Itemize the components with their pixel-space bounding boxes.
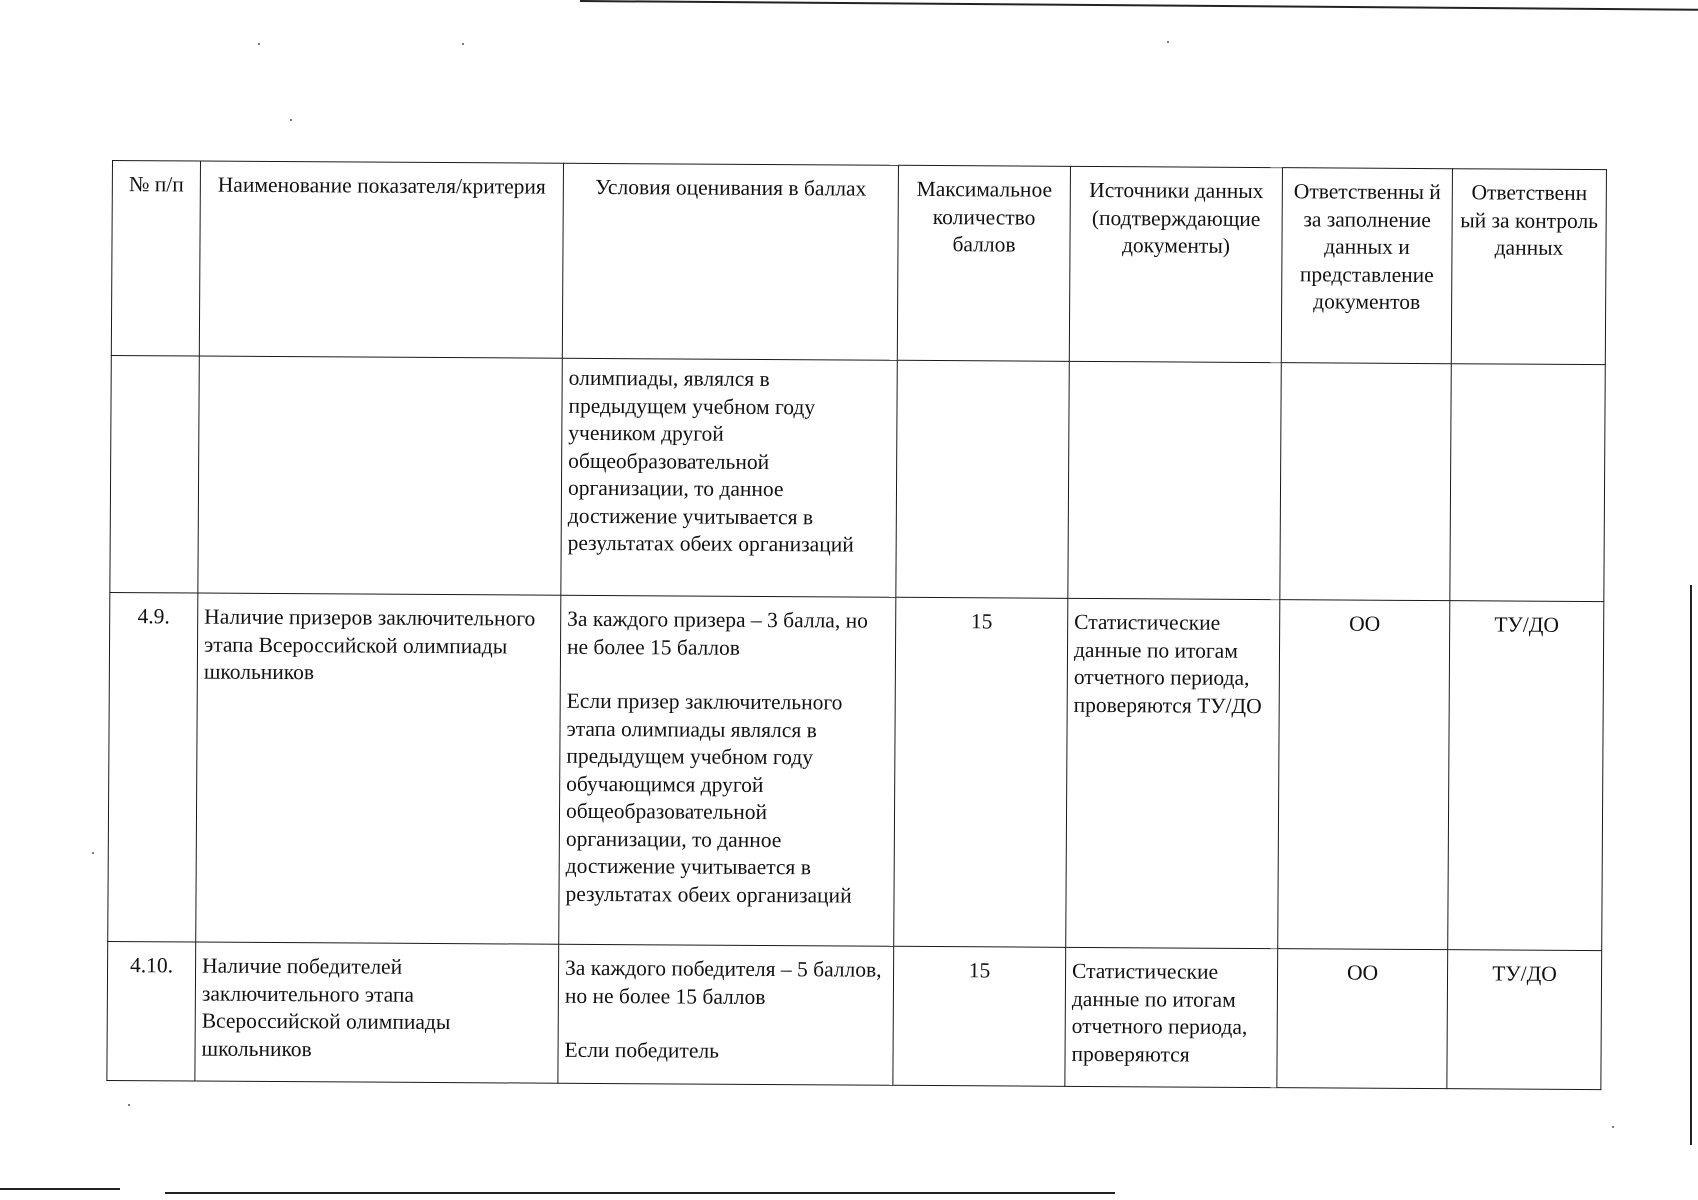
scan-edge-line-top xyxy=(580,0,1698,11)
scan-speck xyxy=(462,43,464,45)
row-conditions-note: Если призер заключительного этапа олимпиады являлся в предыдущем учебном году обучающимся другой общеобразовательной организации, то данное достижение учитывается в результатах обеих организаций xyxy=(565,688,852,908)
header-resp-fill: Ответственны й за заполнение данных и представление документов xyxy=(1281,168,1452,364)
scan-speck xyxy=(1612,1126,1614,1128)
row-resp-fill: ОО xyxy=(1277,949,1448,1089)
row-sources xyxy=(1068,361,1281,599)
row-resp-control: ТУ/ДО xyxy=(1448,601,1604,951)
scan-edge-line-bottom-left xyxy=(0,1188,120,1190)
row-num: 4.10. xyxy=(107,941,196,1081)
header-num: № п/п xyxy=(111,161,200,357)
row-sources: Статистические данные по итогам отчетного периода, проверяются ТУ/ДО xyxy=(1066,598,1280,948)
row-sources: Статистические данные по итогам отчетного периода, проверяются xyxy=(1065,947,1278,1087)
row-conditions xyxy=(559,595,896,946)
scan-speck xyxy=(92,852,94,854)
table-row xyxy=(108,592,1604,950)
header-max-points: Максимальное количество баллов xyxy=(897,165,1070,361)
row-max-points: 15 xyxy=(894,597,1068,947)
table-row xyxy=(107,941,1602,1089)
scan-speck xyxy=(1167,41,1169,43)
row-name: Наличие призеров заключительного этапа Всероссийской олимпиады школьников xyxy=(196,593,561,944)
row-conditions-note: Если победитель xyxy=(564,1037,720,1063)
scan-speck xyxy=(290,119,292,121)
header-sources: Источники данных (подтверждающие документы) xyxy=(1069,166,1282,362)
row-num xyxy=(110,355,199,593)
row-conditions xyxy=(561,358,897,597)
table-row xyxy=(110,355,1605,601)
row-name: Наличие победителей заключительного этапа Всероссийской олимпиады школьников xyxy=(195,942,559,1083)
row-conditions-text: олимпиады, являлся в предыдущем учебном году учеником другой общеобразовательной организации, то данное достижение учитывается в результатах обеих организаций xyxy=(567,365,854,557)
header-conditions: Условия оценивания в баллах xyxy=(562,163,898,360)
row-resp-control xyxy=(1450,364,1605,602)
row-resp-control: ТУ/ДО xyxy=(1447,950,1602,1090)
scan-edge-line-bottom xyxy=(165,1192,1115,1194)
row-name xyxy=(198,356,562,595)
header-name: Наименование показателя/критерия xyxy=(199,161,563,358)
row-conditions xyxy=(558,944,894,1085)
row-max-points: 15 xyxy=(893,946,1066,1086)
row-max-points xyxy=(896,360,1069,598)
scan-speck xyxy=(258,43,260,45)
criteria-table xyxy=(106,160,1607,1090)
scan-edge-line-right xyxy=(1690,585,1692,1145)
scan-speck xyxy=(128,1104,130,1106)
row-num: 4.9. xyxy=(108,592,198,942)
row-resp-fill xyxy=(1280,363,1451,601)
table-header-row xyxy=(111,161,1606,365)
row-resp-fill: ОО xyxy=(1278,600,1450,950)
row-conditions-text: За каждого призера – 3 балла, но не более 15 баллов xyxy=(566,606,868,660)
row-conditions-text: За каждого победителя – 5 баллов, но не более 15 баллов xyxy=(564,955,882,1009)
header-resp-control: Ответственн ый за контроль данных xyxy=(1451,169,1606,365)
